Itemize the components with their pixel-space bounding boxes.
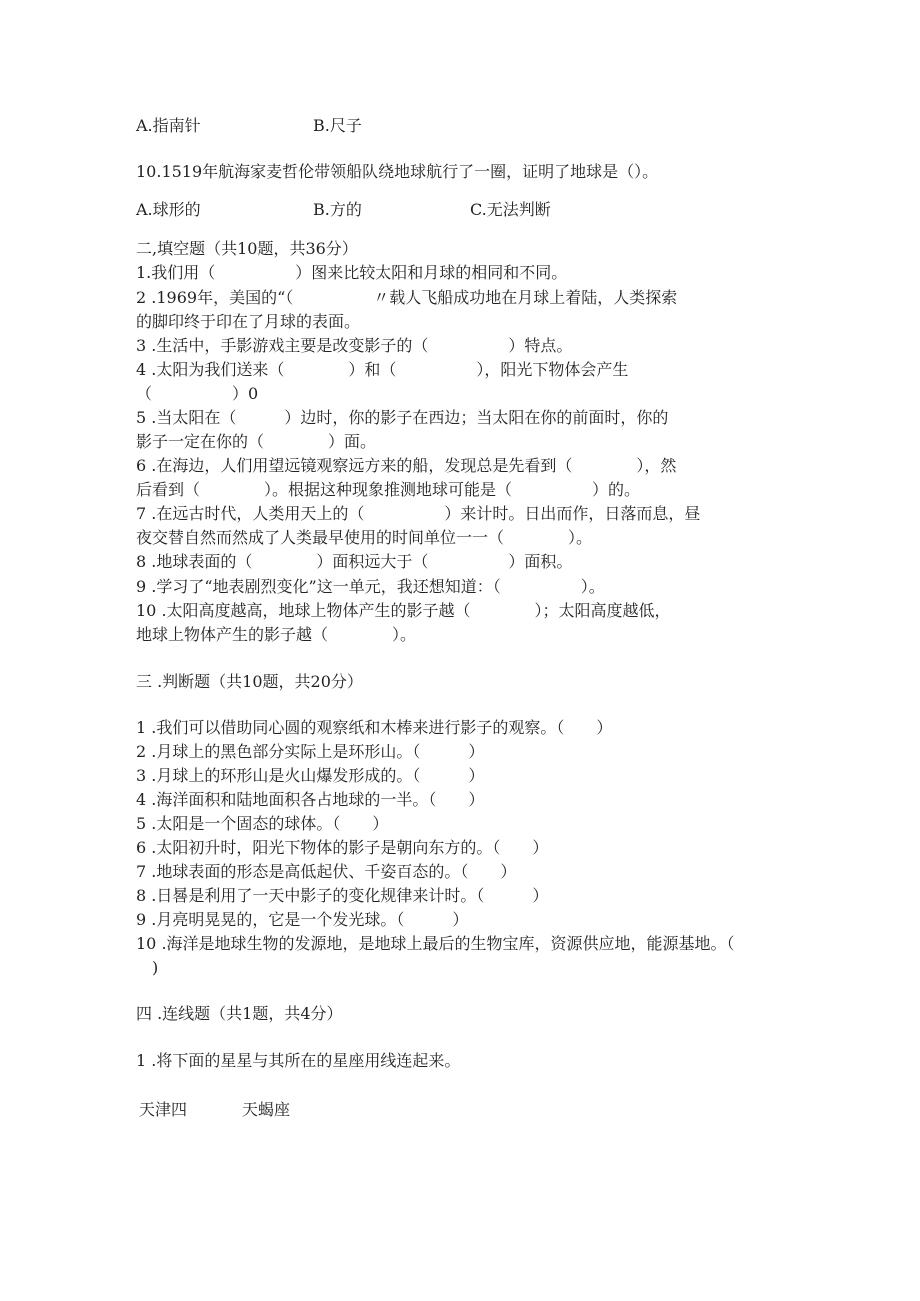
section2-line: 地球上物体产生的影子越（ ）。: [136, 625, 417, 644]
section3-line: 7 .地球表面的形态是高低起伏、千姿百态的。（ ）: [136, 862, 517, 881]
q10-option-a: A.球形的: [136, 200, 201, 219]
section2-line: 10 .太阳高度越高，地球上物体产生的影子越（ ）；太阳高度越低，: [136, 601, 671, 620]
section4-question: 1 .将下面的星星与其所在的星座用线连起来。: [136, 1051, 461, 1070]
section2-title: 二,填空题（共10题，共36分）: [136, 239, 358, 258]
q10-question: 10.1519年航海家麦哲伦带领船队绕地球航行了一圈，证明了地球是（）。: [136, 162, 659, 181]
section2-line: 的脚印终于印在了月球的表面。: [136, 312, 361, 331]
section2-line: 4 .太阳为我们送来（ ）和（ ），阳光下物体会产生: [136, 360, 629, 379]
section3-line: 6 .太阳初升时，阳光下物体的影子是朝向东方的。（ ）: [136, 838, 549, 857]
section2-line: 8 .地球表面的（ ）面积远大于（ ）面积。: [136, 552, 573, 571]
section3-line: 3 .月球上的环形山是火山爆发形成的。（ ）: [136, 766, 485, 785]
q9-option-a: A.指南针: [136, 116, 201, 135]
section4-title: 四 .连线题（共1题，共4分）: [136, 1004, 343, 1023]
section2-line: 1.我们用（ ）图来比较太阳和月球的相同和不同。: [136, 263, 568, 282]
q10-option-b: B.方的: [313, 200, 362, 219]
q9-option-b: B.尺子: [313, 116, 362, 135]
section2-line: 影子一定在你的（ ）面。: [136, 432, 377, 451]
section3-line: 4 .海洋面积和陆地面积各占地球的一半。（ ）: [136, 790, 485, 809]
section2-line: （ ）0: [136, 384, 259, 403]
section2-line: 3 .生活中，手影游戏主要是改变影子的（ ）特点。: [136, 336, 573, 355]
section3-line: 2 .月球上的黑色部分实际上是环形山。（ ）: [136, 742, 485, 761]
constellation-item: 天蝎座: [242, 1100, 291, 1119]
section2-line: 9 .学习了“地表剧烈变化”这一单元，我还想知道：（ ）。: [136, 577, 605, 596]
section2-line: 夜交替自然而然成了人类最早使用的时间单位一一（ ）。: [136, 528, 593, 547]
section2-line: 5 .当太阳在（ ）边时，你的影子在西边；当太阳在你的前面时，你的: [136, 408, 669, 427]
section2-line: 7 .在远古时代，人类用天上的（ ）来计时。日出而作，日落而息，昼: [136, 504, 701, 523]
section3-line: 9 .月亮明晃晃的，它是一个发光球。（ ）: [136, 910, 469, 929]
section3-line: 10 .海洋是地球生物的发源地，是地球上最后的生物宝库，资源供应地，能源基地。（: [136, 934, 735, 953]
section3-line: 1 .我们可以借助同心圆的观察纸和木棒来进行影子的观察。（ ）: [136, 718, 613, 737]
section2-line: 6 .在海边，人们用望远镜观察远方来的船，发现总是先看到（ ），然: [136, 456, 677, 475]
section2-line: 后看到（ ）。根据这种现象推测地球可能是（ ）的。: [136, 480, 641, 499]
section3-title: 三 .判断题（共10题，共20分）: [136, 672, 363, 691]
q10-option-c: C.无法判断: [470, 200, 551, 219]
section3-line: 8 .日晷是利用了一天中影子的变化规律来计时。（ ）: [136, 886, 549, 905]
section3-line: 5 .太阳是一个固态的球体。（ ）: [136, 814, 389, 833]
section2-line: 2 .1969年，美国的“（ 〃载人飞船成功地在月球上着陆，人类探索: [136, 288, 678, 307]
star-item: 天津四: [139, 1100, 188, 1119]
section3-line: ): [136, 958, 159, 977]
